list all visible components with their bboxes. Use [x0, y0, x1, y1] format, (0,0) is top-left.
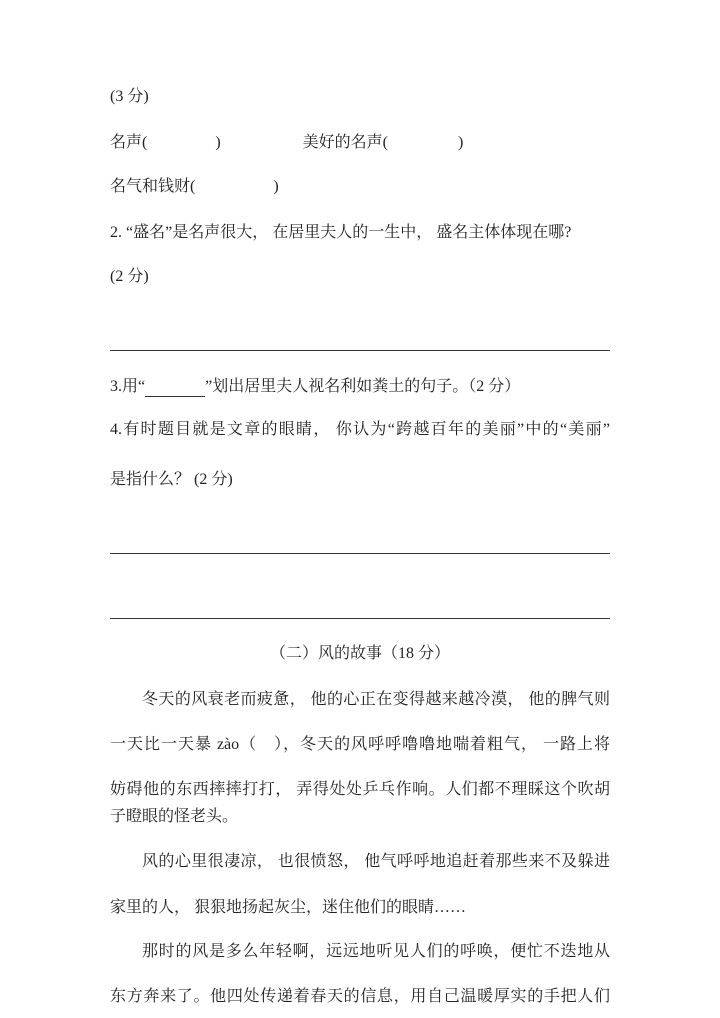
paragraph-line: 妨碍他的东西摔摔打打， 弄得处处乒乓作响。人们都不理睬这个吹胡: [110, 781, 610, 798]
paragraph-line: 风的心里很凄凉， 也很愤怒， 他气呼呼地追赶着那些来不及躲进: [142, 853, 610, 870]
answer-line[interactable]: [110, 618, 610, 619]
term-fame-wealth: 名气和钱财(: [110, 178, 196, 195]
answer-line[interactable]: [110, 350, 610, 351]
q1-score: (3 分): [110, 88, 149, 105]
question-3-suffix: ”划出居里夫人视名利如粪土的句子。（2 分）: [205, 378, 521, 395]
term-fame-close: ): [215, 134, 221, 151]
question-3-prefix: 3.用“: [110, 378, 146, 395]
question-3: [110, 374, 610, 397]
paragraph-line: 家里的人， 狠狠地扬起灰尘，迷住他们的眼睛……: [110, 899, 467, 916]
question-2: 2. “盛名”是名声很大， 在居里夫人的一生中， 盛名主体体现在哪?: [110, 224, 572, 241]
q1-terms-row2: [110, 177, 610, 197]
answer-line[interactable]: [110, 553, 610, 554]
paragraph-line: 东方奔来了。他四处传递着春天的信息，用自己温暖厚实的手把人们: [110, 988, 610, 1005]
term-good-fame: 美好的名声(: [302, 134, 389, 151]
term-fame-wealth-close: ): [273, 178, 279, 195]
term-good-fame-close: ): [458, 134, 464, 151]
question-2-score: (2 分): [110, 268, 149, 285]
paragraph-line: 冬天的风衰老而疲惫， 他的心正在变得越来越冷漠， 他的脾气则: [142, 691, 610, 708]
question-4-line2: 是指什么？ (2 分): [110, 471, 233, 488]
question-4-line1: 4.有时题目就是文章的眼睛， 你认为“跨越百年的美丽”中的“美丽”: [110, 421, 610, 438]
paragraph-line: 子瞪眼的怪老头。: [110, 808, 239, 825]
underline-sample: [145, 374, 205, 397]
paragraph-line: 一天比一天暴 zào（ ），冬天的风呼呼噜噜地喘着粗气， 一路上将: [110, 736, 610, 753]
section-title: （二）风的故事（18 分）: [269, 645, 450, 662]
term-fame: 名声(: [110, 134, 148, 151]
paragraph-line: 那时的风是多么年轻啊，远远地听见人们的呼唤，便忙不迭地从: [142, 943, 610, 960]
q1-terms-row1: [110, 133, 610, 153]
